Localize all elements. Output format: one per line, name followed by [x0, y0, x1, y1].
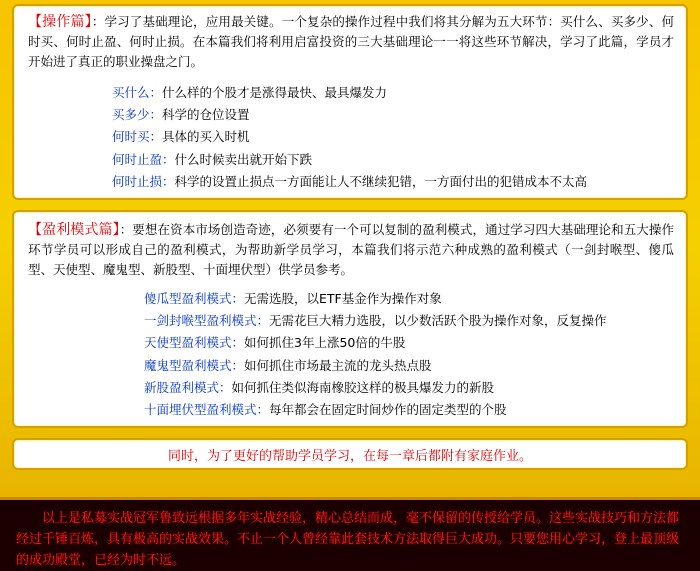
list-item [112, 126, 587, 148]
item-text: 科学的设置止损点一方面能让人不继续犯错，一方面付出的犯错成本不太高 [174, 173, 588, 189]
closing-paragraph: 以上是私募实战冠军鲁致远根据多年实战经验，精心总结而成，毫不保留的传授给学员。这些实战技巧和方法都经过千锤百炼，具有极高的实战效果。不止一个人曾经靠此套技术方法取得巨大成功。只要您用心学习，登上最顶级的成功殿堂，已经为时不远。 [16, 511, 680, 568]
item-key: 何时止盈： [112, 151, 175, 167]
profit-models-intro-text: ：要想在资本市场创造奇迹，必须要有一个可以复制的盈利模式，通过学习四大基础理论和五大操作环节学员可以形成自己的盈利模式，为帮助新学员学习，本篇我们将示范六种成熟的盈利模式（一剑封喉型、傻瓜型、天使型、魔鬼型、新股型、十面埋伏型）供学员参考。 [28, 222, 674, 277]
profit-models-tag: 【盈利模式篇】 [28, 222, 120, 238]
list-item [112, 171, 587, 193]
operations-tag: 【操作篇】 [28, 14, 92, 30]
item-key: 买多少： [112, 107, 163, 123]
item-text: 如何抓住3年上涨50倍的牛股 [244, 335, 406, 351]
item-text: 什么样的个股才是涨得最快、最具爆发力 [162, 85, 388, 100]
item-text: 科学的仓位设置 [162, 107, 250, 123]
item-text: 如何抓住市场最主流的龙头热点股 [244, 357, 432, 373]
homework-note: 同时，为了更好的帮助学员学习，在每一章后都附有家庭作业。 [167, 448, 532, 464]
operations-intro-text: ：学习了基础理论，应用最关键。一个复杂的操作过程中我们将其分解为五大环节：买什么、买多少、何时买、何时止盈、何时止损。在本篇我们将利用启富投资的三大基础理论一一将这些环节解决，学习了此篇，学员才开始进了真正的职业操盘之门。 [28, 14, 675, 69]
list-item [112, 149, 587, 171]
list-item [112, 104, 587, 126]
item-key: 十面埋伏型盈利模式： [144, 401, 270, 417]
item-key: 一剑封喉型盈利模式： [144, 313, 270, 329]
item-text: 如何抓住类似海南橡胶这样的极具爆发力的新股 [231, 379, 495, 395]
operations-section [12, 4, 688, 200]
item-key: 何时止损： [112, 173, 175, 189]
operations-list [112, 82, 587, 193]
item-text: 无需选股，以ETF基金作为操作对象 [244, 291, 442, 306]
item-key: 新股盈利模式： [144, 379, 232, 395]
operations-intro [28, 12, 674, 72]
item-text: 具体的买入时机 [162, 129, 250, 145]
item-key: 天使型盈利模式： [144, 335, 245, 351]
list-item [144, 310, 607, 332]
item-key: 傻瓜型盈利模式： [144, 291, 245, 306]
item-text: 什么时候卖出就开始下跌 [174, 151, 313, 167]
list-item [112, 82, 587, 104]
item-text: 每年都会在固定时间炒作的固定类型的个股 [269, 401, 507, 417]
item-key: 何时买： [112, 129, 163, 145]
homework-banner [12, 438, 688, 470]
profit-models-list [144, 288, 607, 421]
item-text: 无需花巨大精力选股，以少数活跃个股为操作对象，反复操作 [269, 313, 607, 329]
item-key: 魔鬼型盈利模式： [144, 357, 245, 373]
list-item [144, 288, 607, 310]
profit-models-section [12, 210, 688, 428]
profit-models-intro [28, 220, 674, 280]
list-item [144, 377, 607, 399]
list-item [144, 399, 607, 421]
list-item [144, 355, 607, 377]
list-item [144, 332, 607, 354]
item-key: 买什么： [112, 85, 163, 100]
